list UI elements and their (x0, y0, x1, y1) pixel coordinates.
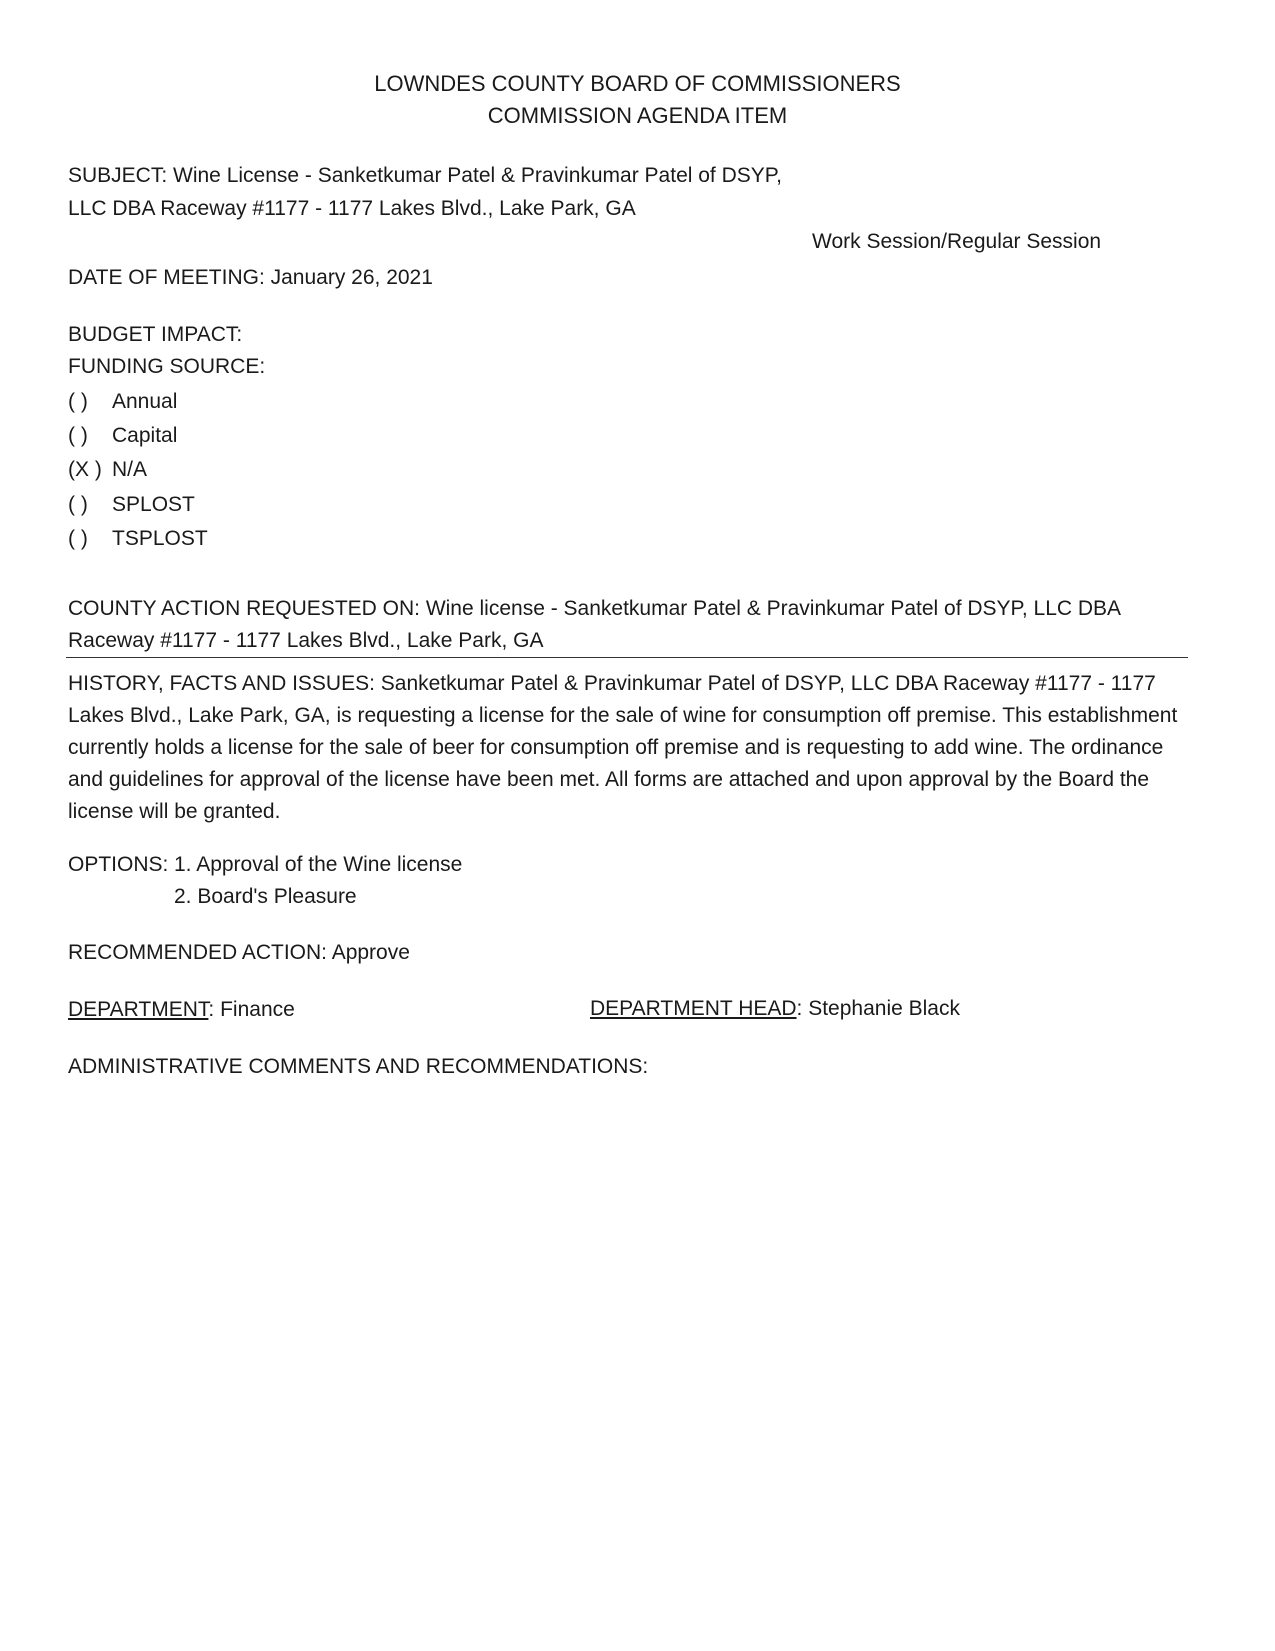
subject-line-1: SUBJECT: Wine License - Sanketkumar Patel & Pravinkumar Patel of DSYP, (68, 164, 782, 187)
checkbox-mark: ( ) (68, 390, 88, 413)
option-item-1: 1. Approval of the Wine license (174, 853, 463, 876)
administrative-comments: ADMINISTRATIVE COMMENTS AND RECOMMENDATIONS: (68, 1055, 649, 1078)
date-of-meeting: DATE OF MEETING: January 26, 2021 (68, 266, 433, 289)
checkbox-mark: ( ) (68, 424, 88, 447)
funding-source-label: FUNDING SOURCE: (68, 355, 266, 378)
funding-option-label: Annual (112, 390, 178, 413)
department-value: : Finance (208, 998, 295, 1021)
county-action-line-2: Raceway #1177 - 1177 Lakes Blvd., Lake Park, GA (68, 629, 544, 652)
history-facts-issues: HISTORY, FACTS AND ISSUES: Sanketkumar Patel & Pravinkumar Patel of DSYP, LLC DBA Raceway #1177 - 1177 Lakes Blvd., Lake Park, GA, is requesting a license for the sale of wine for consumption off premise. This establishment currently holds a license for the sale of beer for consumption off premise and is requesting to add wine. The ordinance and guidelines for approval of the license have been met. All forms are attached and upon approval by the Board the license will be granted. (68, 672, 1178, 823)
funding-option-label: TSPLOST (112, 527, 208, 550)
budget-impact: BUDGET IMPACT: (68, 323, 243, 346)
option-item-2: 2. Board's Pleasure (174, 885, 357, 908)
checkbox-mark-checked: (X ) (68, 458, 102, 481)
funding-option-na (68, 457, 147, 483)
funding-option-annual (68, 389, 177, 415)
checkbox-mark: ( ) (68, 527, 88, 550)
department-head (590, 996, 960, 1022)
funding-option-capital (68, 423, 177, 449)
recommended-action: RECOMMENDED ACTION: Approve (68, 941, 410, 964)
department-label: DEPARTMENT (68, 998, 209, 1021)
session-type: Work Session/Regular Session (812, 230, 1102, 253)
funding-option-label: N/A (112, 458, 148, 481)
department-head-label: DEPARTMENT HEAD (590, 997, 797, 1020)
funding-option-tsplost (68, 526, 208, 552)
section-divider (66, 657, 1188, 658)
header-subtitle: COMMISSION AGENDA ITEM (487, 103, 788, 128)
options-label: OPTIONS: (68, 853, 169, 876)
funding-option-label: SPLOST (112, 493, 195, 516)
funding-option-splost (68, 492, 195, 518)
county-action-line-1: COUNTY ACTION REQUESTED ON: Wine license - Sanketkumar Patel & Pravinkumar Patel of DSYP, LLC DBA (68, 597, 1122, 620)
funding-option-label: Capital (112, 424, 178, 447)
checkbox-mark: ( ) (68, 493, 88, 516)
header-title: LOWNDES COUNTY BOARD OF COMMISSIONERS (374, 71, 901, 96)
subject-line-2: LLC DBA Raceway #1177 - 1177 Lakes Blvd., Lake Park, GA (68, 197, 636, 220)
department-head-value: : Stephanie Black (796, 997, 960, 1020)
department (68, 997, 295, 1023)
